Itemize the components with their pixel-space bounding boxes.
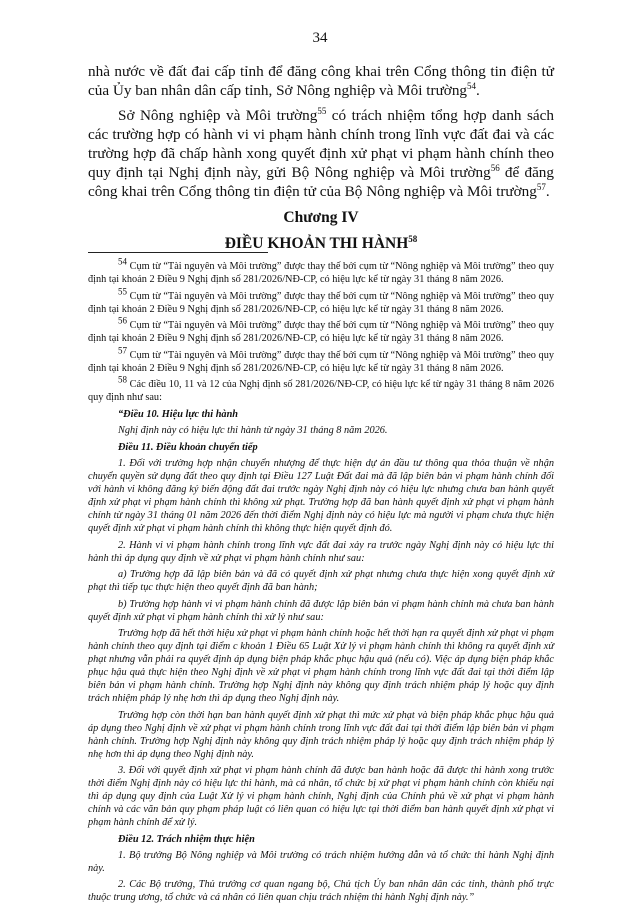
article-11-clause-2b-case-1: Trường hợp đã hết thời hiệu xử phạt vi phạm hành chính hoặc hết thời hạn ra quyết định xử phạt vi phạm hành chính theo quy định tại điểm c khoản 1 Điều 65 Luật Xử lý vi phạm hành chính thì không ra quyết định xử phạt nhưng vẫn phải ra quyết định áp dụng biện pháp khắc phục hậu quả (nếu có). Việc áp dụng biện pháp khắc phục hậu quả thực hiện theo Nghị định về xử phạt vi phạm hành chính trong lĩnh vực đất đai tại thời điểm lập biên bản vi phạm hành chính. Trường hợp Nghị định này không quy định trách nhiệm pháp lý hoặc quy định trách nhiệm pháp lý nhẹ hơn thì áp dụng theo Nghị định này. [88, 628, 554, 704]
main-text [88, 62, 554, 253]
page-number: 34 [312, 30, 328, 46]
article-11-clause-2a: a) Trường hợp đã lập biên bản và đã có quyết định xử phạt nhưng chưa thực hiện xong quyết định xử phạt thì tiếp tục thực hiện theo quyết định đã ban hành; [88, 569, 554, 593]
article-11-clause-2: 2. Hành vi vi phạm hành chính trong lĩnh vực đất đai xảy ra trước ngày Nghị định này có hiệu lực thi hành thì áp dụng quy định về xử phạt vi phạm hành chính như sau: [88, 539, 554, 564]
article-12-title: Điều 12. Trách nhiệm thực hiện [118, 833, 255, 845]
paragraph-continuation: nhà nước về đất đai cấp tỉnh để đăng công khai trên Cổng thông tin điện tử của Ủy ban nhân dân cấp tỉnh, Sở Nông nghiệp và Môi trường$^{54}$. [88, 63, 554, 99]
footnote-55: $^{55}$ Cụm từ “Tài nguyên và Môi trường” được thay thế bởi cụm từ “Nông nghiệp và Môi trường” theo quy định tại khoản 2 Điều 9 Nghị định số 281/2026/NĐ-CP, có hiệu lực kể từ ngày 31 tháng 8 năm 2026. [88, 286, 554, 315]
article-11-clause-3: 3. Đối với quyết định xử phạt vi phạm hành chính đã được ban hành hoặc đã được thi hành xong trước thời điểm Nghị định này có hiệu lực thi hành, mà cá nhân, tổ chức bị xử phạt vi phạm hành chính còn khiếu nại thì áp dụng quy định của Luật Xử lý vi phạm hành chính, Nghị định của Chính phủ về xử phạt vi phạm hành chính và các văn bản quy phạm pháp luật có liên quan có hiệu lực tại thời điểm ban hành quyết định xử phạt vi phạm hành chính để xử lý. [88, 765, 554, 828]
article-11-clause-2b-case-2: Trường hợp còn thời hạn ban hành quyết định xử phạt thì mức xử phạt và biện pháp khắc phục hậu quả áp dụng theo Nghị định về xử phạt vi phạm hành chính trong lĩnh vực đất đai tại thời điểm lập biên bản vi phạm hành chính. Trường hợp Nghị định này không quy định trách nhiệm pháp lý hoặc quy định trách nhiệm pháp lý nhẹ hơn thì áp dụng theo Nghị định này. [88, 709, 554, 760]
article-12-clause-2: 2. Các Bộ trưởng, Thủ trưởng cơ quan ngang bộ, Chủ tịch Ủy ban nhân dân các tỉnh, thành phố trực thuộc trung ương, tổ chức và cá nhân có liên quan chịu trách nhiệm thi hành Nghị định này.” [88, 879, 554, 903]
chapter-heading: Chương IV [283, 209, 359, 226]
footnote-57: $^{57}$ Cụm từ “Tài nguyên và Môi trường” được thay thế bởi cụm từ “Nông nghiệp và Môi trường” theo quy định tại khoản 2 Điều 9 Nghị định số 281/2026/NĐ-CP, có hiệu lực kể từ ngày 31 tháng 8 năm 2026. [88, 345, 554, 374]
footnotes [88, 256, 554, 908]
article-11-title: Điều 11. Điều khoản chuyển tiếp [118, 441, 258, 453]
footnote-ref[interactable]: 54 [467, 80, 477, 91]
footnote-ref[interactable]: 58 [408, 233, 418, 244]
article-11-clause-2b: b) Trường hợp hành vi vi phạm hành chính đã được lập biên bản vi phạm hành chính mà chưa ban hành quyết định xử phạt vi phạm hành chính thì xử lý như sau: [88, 598, 554, 623]
paragraph-responsibility: Sở Nông nghiệp và Môi trường$^{55}$ có trách nhiệm tổng hợp danh sách các trường hợp có hành vi vi phạm hành chính trong lĩnh vực đất đai và các trường hợp đã chấp hành xong quyết định xử phạt vi phạm hành chính theo quy định tại Nghị định này, gửi Bộ Nông nghiệp và Môi trường$^{56}$ để đăng công khai trên Cổng thông tin điện tử của Bộ Nông nghiệp và Môi trường$^{57}$. [88, 105, 554, 200]
footnote-56: $^{56}$ Cụm từ “Tài nguyên và Môi trường” được thay thế bởi cụm từ “Nông nghiệp và Môi trường” theo quy định tại khoản 2 Điều 9 Nghị định số 281/2026/NĐ-CP, có hiệu lực kể từ ngày 31 tháng 8 năm 2026. [88, 315, 554, 344]
footnote-54: $^{54}$ Cụm từ “Tài nguyên và Môi trường” được thay thế bởi cụm từ “Nông nghiệp và Môi trường” theo quy định tại khoản 2 Điều 9 Nghị định số 281/2026/NĐ-CP, có hiệu lực kể từ ngày 31 tháng 8 năm 2026. [88, 256, 554, 285]
article-12-clause-1: 1. Bộ trưởng Bộ Nông nghiệp và Môi trường có trách nhiệm hướng dẫn và tổ chức thi hành Nghị định này. [88, 849, 554, 874]
chapter-title: ĐIỀU KHOẢN THI HÀNH$^{58}$ [224, 233, 418, 252]
article-10-body: Nghị định này có hiệu lực thi hành từ ngày 31 tháng 8 năm 2026. [118, 425, 388, 436]
footnote-ref[interactable]: 55 [317, 105, 327, 116]
article-11-clause-1: 1. Đối với trường hợp nhận chuyển nhượng để thực hiện dự án đầu tư thông qua thỏa thuận về nhận chuyển quyền sử dụng đất theo quy định tại Điều 127 Luật Đất đai mà đã lập biên bản vi phạm hành chính đối với hành vi không đăng ký biến động đất đai trước ngày Nghị định này có hiệu lực nhưng chưa ban hành quyết định xử phạt vi phạm hành chính thì không xử phạt. Trường hợp đã ban hành quyết định xử phạt vi phạm hành chính từ ngày 31 tháng 01 năm 2026 đến thời điểm Nghị định này có hiệu lực mà người vi phạm chưa thực hiện quyết định xử phạt vi phạm hành chính thì không thực hiện quyết định đó. [88, 458, 554, 534]
article-10-title: “Điều 10. Hiệu lực thi hành [118, 408, 239, 420]
footnote-separator [88, 252, 268, 253]
footnote-ref[interactable]: 57 [536, 181, 546, 192]
footnote-58: $^{58}$ Các điều 10, 11 và 12 của Nghị định số 281/2026/NĐ-CP, có hiệu lực kể từ ngày 31 tháng 8 năm 2026 quy định như sau: [88, 374, 554, 403]
footnote-ref[interactable]: 56 [490, 162, 500, 173]
